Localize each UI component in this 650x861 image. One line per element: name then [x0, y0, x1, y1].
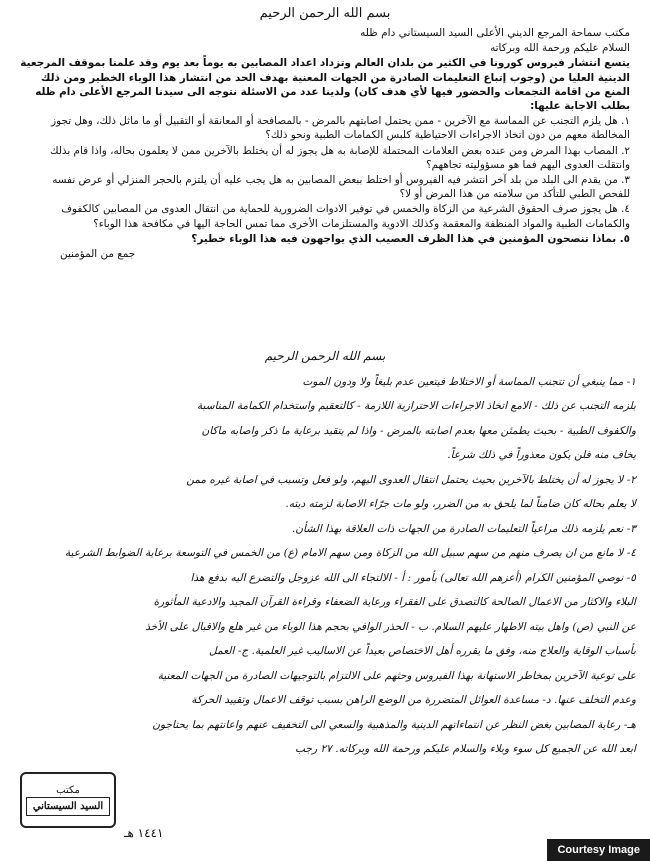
reply-line: لا يعلم بحاله كان ضامناً لما يلحق به من الضرر، ولو مات جرّاء الاصابة لزمته ديته.	[285, 498, 636, 510]
reply-line: بأسباب الوقاية والعلاج منه، وفق ما يقرره أهل الاختصاص بعيداً عن الاساليب غير العلمية. ج- العمل	[209, 645, 636, 657]
question-4: ٤. هل يجوز صرف الحقوق الشرعية من الزكاة والخمس في توفير الادوات الضرورية للحماية من انتقال العدوى من المصابين كالكفوف والكمامات الطبية والمواد المنظفة والمعقمة وكذلك الادوية والمستلزمات الأخرى مما تمس الحاجة اليها في مكافحة هذا الوباء؟	[61, 203, 630, 230]
address-line: مكتب سماحة المرجع الديني الأعلى السيد السيستاني دام ظله	[360, 27, 630, 39]
reply-line: يخاف منه فلن يكون معذوراً في ذلك شرعاً.	[447, 449, 636, 461]
reply-line: هـ- رعاية المصابين بغض النظر عن انتماءاتهم الدينية والمذهبية والسعي الى التخفيف عنهم واعانتهم بما يحتاجون	[152, 718, 636, 731]
question-3: ٣. من يقدم الى البلد من بلد آخر انتشر فيه الفيروس أو اختلط ببعض المصابين به هل يجب عليه أن يلتزم بالحجر المنزلي أو عرض نفسه للفحص الطبي للتأكد من سلامته من هذا المرض أو لا؟	[52, 174, 630, 201]
stamp-line-2: السيد السيستاني	[26, 797, 110, 816]
question-1: ١. هل يلزم التجنب عن المماسة مع الآخرين - ممن يحتمل اصابتهم بالمرض - بالمصافحة أو المعانقة أو التقبيل أو ما ماثل ذلك، وهل تجوز المخالطة معهم من دون اتخاذ الاجراءات الاحتياطية كلبس الكمامات الطبية ونحو ذلك؟	[51, 115, 630, 142]
office-stamp	[20, 772, 116, 828]
letter-signature: جمع من المؤمنين	[60, 248, 136, 261]
reply-line: عن النبي (ص) واهل بيته الاطهار عليهم السلام. ب - الحذر الوافي بحجم هذا الوباء من غير هلع والاقبال على الأخذ	[145, 620, 636, 633]
image-credit-badge: Courtesy Image	[547, 839, 650, 861]
reply-line: على توعية الآخرين بمخاطر الاستهانة بهذا الفيروس وحثهم على الالتزام بالتوجيهات الصادرة من الجهات المعنية	[157, 669, 636, 682]
reply-line: والكفوف الطبية - بحيث يطمئن معها بعدم اصابته بالمرض - واذا لم يتقيد برعاية ما ذكر واصابه ماكان	[201, 424, 636, 437]
bismillah-header: بسم الله الرحمن الرحيم	[259, 6, 391, 21]
question-5: ٥. بماذا تنصحون المؤمنين في هذا الظرف العصيب الذي يواجهون فيه هذا الوباء خطير؟	[191, 232, 630, 245]
handwritten-reply	[14, 345, 636, 763]
stamp-line-1: مكتب	[56, 785, 80, 796]
greeting-line: السلام عليكم ورحمة الله وبركاته	[490, 42, 630, 55]
reply-line: ٥- نوصي المؤمنين الكرام (أعزهم الله تعالى) بأمور : أ - الالتجاء الى الله عزوجل والتضرع اليه بدفع هذا	[190, 571, 636, 584]
reply-line: وعدم التخلف عنها. د- مساعدة العوائل المتضررة من الوضع الراهن بسبب توقف الاعمال وتقييد الحركة	[191, 694, 636, 706]
reply-line: البلاء والاكثار من الاعمال الصالحة كالتصدق على الفقراء ورعاية الضعفاء وقراءة القرآن المجيد والادعية المأثورة	[153, 596, 636, 608]
reply-line: ابعد الله عن الجميع كل سوء وبلاء والسلام عليكم ورحمة الله وبركاته. ٢٧ رجب	[295, 743, 636, 755]
reply-line: بلزمه التجنب عن ذلك - الامع اتخاذ الاجراءات الاحترازية اللازمة - كالتعقيم واستخدام الكمامة المناسبة	[196, 400, 636, 412]
reply-line: ١- مما ينبغي أن تتجنب المماسة أو الاختلاط فيتعين عدم بليغاً ولا ودون الموت	[302, 375, 636, 388]
reply-bismillah: بسم الله الرحمن الرحيم	[264, 349, 386, 363]
reply-line: ٢- لا يجوز له أن يختلط بالآخرين بحيث يحتمل انتقال العدوى اليهم، ولو فعل وتسبب في اصابة غيره ممن	[186, 473, 636, 486]
hijri-date: ١٤٤١ هـ	[124, 826, 164, 840]
letter-intro: يتسع انتشار فيروس كورونا في الكثير من بلدان العالم وتزداد اعداد المصابين به يوماً بعد يوم وقد علمنا بموقف المرجعية الدينية العليا من (وجوب إتباع التعليمات الصادرة من الجهات المعنية بهدف الحد من انتشار هذا الوباء الخطير ومن ذلك المنع من اقامة التجمعات والحضور فيها لأي هدف كان) ولدينا عدد من الاسئلة نتوجه الى سيدنا المرجع الأعلى دام ظله بطلب الاجابة عليها:	[20, 57, 630, 113]
question-2: ٢. المصاب بهذا المرض ومن عنده بعض العلامات المحتملة للإصابة به هل يجوز له أن يختلط بالآخرين ممن لا يعلمون بحاله، واذا قام بذلك وانتقلت العدوى اليهم فما هو مسؤوليته تجاههم؟	[49, 144, 630, 171]
reply-line: ٣- نعم يلزمه ذلك مراعياً التعليمات الصادرة من الجهات ذات العلاقة بهذا الشأن.	[291, 522, 636, 535]
reply-line: ٤- لا مانع من ان يصرف منهم من سهم سبيل الله من الزكاة ومن سهم الامام (ع) من الخمس في التوسعة برعاية الضوابط الشرعية	[64, 547, 636, 559]
typed-question-letter	[20, 26, 630, 262]
